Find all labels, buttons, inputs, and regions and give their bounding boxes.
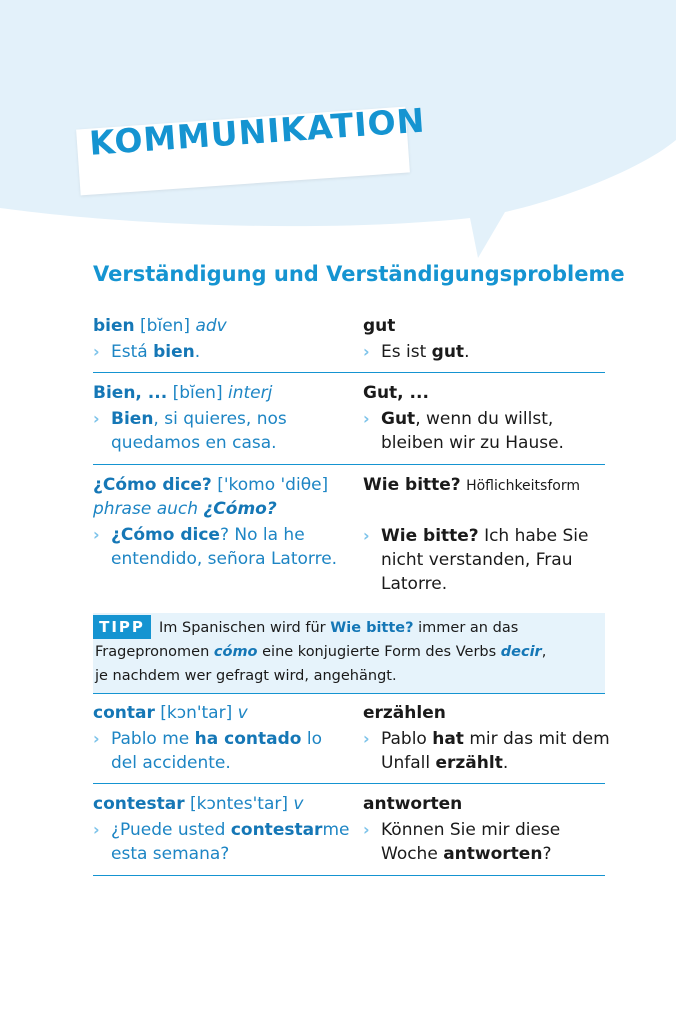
chevron-right-icon: ›: [363, 342, 370, 361]
german-headword: Wie bitte?: [363, 475, 461, 495]
part-of-speech: interj: [228, 383, 273, 403]
spanish-headword: contestar: [93, 794, 185, 814]
spanish-cell: [93, 473, 355, 571]
part-of-speech: v: [293, 794, 304, 814]
german-example: › Pablo hat mir das mit dem Unfall erzählt.: [363, 729, 610, 773]
spanish-cell: [93, 381, 355, 455]
phonetic: [kɔn'tar]: [160, 703, 233, 723]
usage-note: Höflichkeitsform: [466, 478, 580, 494]
german-cell: [363, 314, 613, 364]
part-of-speech: adv: [195, 316, 227, 336]
german-example: › Wie bitte? Ich habe Sie nicht verstanden, Frau Latorre.: [363, 526, 589, 594]
spanish-cell: [93, 701, 355, 775]
tip-box: [93, 613, 605, 694]
vocab-entry-bien: [93, 310, 605, 373]
vocab-entry-bien-interj: [93, 373, 605, 465]
german-cell: [363, 381, 613, 455]
spanish-cell: [93, 792, 355, 866]
chevron-right-icon: ›: [363, 729, 370, 748]
vocabulary-table: [93, 310, 605, 605]
phonetic: [kɔntes'tar]: [190, 794, 288, 814]
usage-note: phrase auch: [93, 499, 199, 519]
german-cell: [363, 473, 613, 596]
spanish-example: › ¿Puede usted contestarme esta semana?: [93, 820, 350, 864]
german-cell: [363, 701, 613, 775]
chevron-right-icon: ›: [363, 526, 370, 545]
german-headword: erzählen: [363, 703, 446, 723]
vocab-entry-como-dice: [93, 465, 605, 605]
spanish-headword: Bien, ...: [93, 383, 168, 403]
spanish-example: › Está bien.: [93, 342, 201, 362]
phonetic: [bĭen]: [172, 383, 223, 403]
tip-text: Im Spanischen wird für Wie bitte? immer an das Fragepronomen cómo eine konjugierte Form des Verbs decir, je nachdem wer gefragt wird, angehängt.: [95, 620, 547, 684]
phonetic: [bĭen]: [140, 316, 191, 336]
section-title: Verständigung und Verständigungsprobleme: [93, 262, 625, 286]
phonetic: ['komo 'diθe]: [217, 475, 329, 495]
chevron-right-icon: ›: [93, 729, 100, 748]
chevron-right-icon: ›: [93, 409, 100, 428]
chevron-right-icon: ›: [93, 820, 100, 839]
part-of-speech: v: [237, 703, 248, 723]
german-example: › Es ist gut.: [363, 342, 470, 362]
spanish-cell: [93, 314, 355, 364]
german-example: › Können Sie mir diese Woche antworten?: [363, 820, 561, 864]
spanish-example: › Pablo me ha contado lo del accidente.: [93, 729, 322, 773]
chevron-right-icon: ›: [363, 820, 370, 839]
tip-badge: TIPP: [93, 615, 151, 639]
spanish-example: › ¿Cómo dice? No la he entendido, señora Latorre.: [93, 525, 338, 569]
chevron-right-icon: ›: [93, 525, 100, 544]
german-headword: Gut, ...: [363, 383, 429, 403]
alternative-form: ¿Cómo?: [203, 499, 277, 519]
spanish-headword: ¿Cómo dice?: [93, 475, 212, 495]
spanish-headword: contar: [93, 703, 155, 723]
vocabulary-table-continued: [93, 694, 610, 876]
spanish-example: › Bien, si quieres, nos quedamos en casa.: [93, 409, 287, 453]
german-headword: antworten: [363, 794, 463, 814]
chapter-title: KOMMUNIKATION: [88, 100, 427, 163]
spanish-headword: bien: [93, 316, 135, 336]
vocab-entry-contestar: [93, 784, 605, 876]
vocab-entry-contar: [93, 694, 610, 784]
chevron-right-icon: ›: [93, 342, 100, 361]
chevron-right-icon: ›: [363, 409, 370, 428]
german-example: › Gut, wenn du willst, bleiben wir zu Hause.: [363, 409, 564, 453]
german-headword: gut: [363, 316, 396, 336]
german-cell: [363, 792, 613, 866]
